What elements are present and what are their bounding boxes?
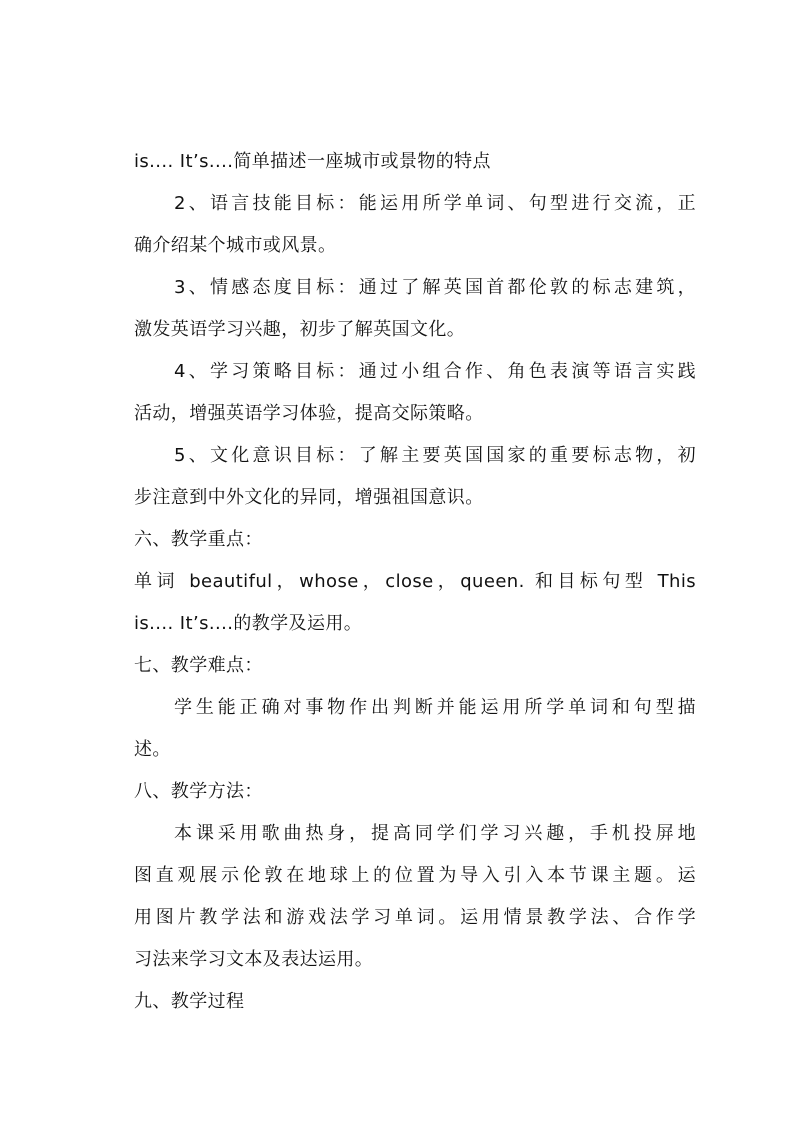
text-line-2: 2、语言技能目标：能运用所学单词、句型进行交流，正 (174, 193, 696, 214)
text-line-9: 步注意到中外文化的异同，增强祖国意识。 (134, 487, 484, 508)
section-heading-difficulties: 七、教学难点： (134, 655, 263, 676)
text-line-15: 述。 (134, 739, 171, 760)
text-line-1: is.... It’s....简单描述一座城市或景物的特点 (134, 151, 491, 172)
text-line-12: is.... It’s....的教学及运用。 (134, 613, 363, 634)
text-line-20: 习法来学习文本及表达运用。 (134, 949, 374, 970)
text-line-6: 4、学习策略目标：通过小组合作、角色表演等语言实践 (174, 361, 696, 382)
section-heading-process: 九、教学过程 (134, 991, 245, 1012)
section-heading-methods: 八、教学方法： (134, 781, 263, 802)
text-line-19: 用图片教学法和游戏法学习单词。运用情景教学法、合作学 (134, 907, 696, 928)
text-line-8: 5、文化意识目标：了解主要英国国家的重要标志物，初 (174, 445, 696, 466)
text-line-7: 活动，增强英语学习体验，提高交际策略。 (134, 403, 484, 424)
text-line-14: 学生能正确对事物作出判断并能运用所学单词和句型描 (174, 697, 696, 718)
section-heading-key-points: 六、教学重点： (134, 529, 263, 550)
text-line-5: 激发英语学习兴趣，初步了解英国文化。 (134, 319, 466, 340)
text-line-4: 3、情感态度目标：通过了解英国首都伦敦的标志建筑， (174, 277, 696, 298)
text-line-11: 单词 beautiful，whose，close，queen. 和目标句型 This (134, 571, 696, 592)
text-line-3: 确介绍某个城市或风景。 (134, 235, 337, 256)
text-line-17: 本课采用歌曲热身，提高同学们学习兴趣，手机投屏地 (174, 823, 696, 844)
text-line-18: 图直观展示伦敦在地球上的位置为导入引入本节课主题。运 (134, 865, 696, 886)
